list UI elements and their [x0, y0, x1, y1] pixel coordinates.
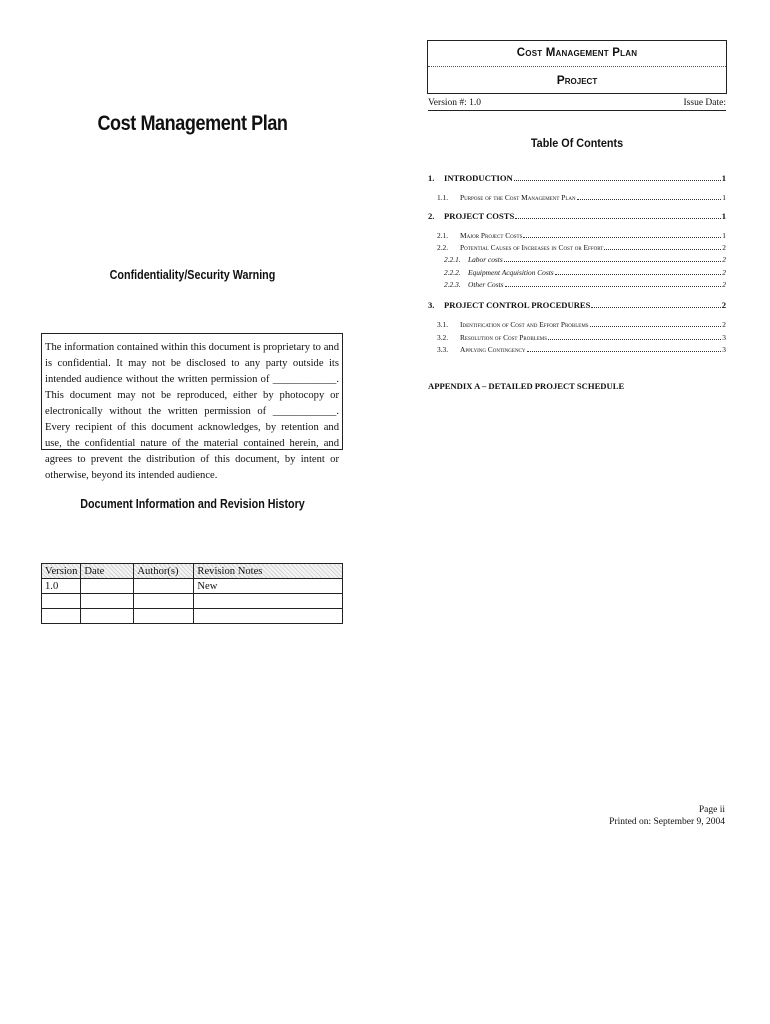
toc-entry[interactable] — [428, 320, 726, 329]
toc-entry[interactable] — [428, 193, 726, 202]
header-divider — [428, 66, 726, 67]
toc-page: 2 — [722, 280, 726, 289]
toc-entry[interactable] — [428, 345, 726, 354]
toc-text: PROJECT COSTS — [444, 211, 515, 221]
header-rule — [428, 110, 726, 111]
toc-leader — [604, 249, 721, 250]
toc-page: 3 — [722, 345, 726, 354]
toc-page: 2 — [722, 320, 726, 329]
table-row — [42, 579, 343, 594]
toc-text: Labor costs — [468, 255, 503, 264]
toc-page: 2 — [722, 255, 726, 264]
revision-history-heading: Document Information and Revision History — [80, 497, 305, 511]
toc-leader — [591, 307, 720, 308]
toc-page: 2 — [721, 300, 726, 310]
toc-number: 2.2.3. — [444, 280, 461, 289]
toc-appendix[interactable]: APPENDIX A – DETAILED PROJECT SCHEDULE — [428, 381, 625, 391]
column-header: Revision Notes — [194, 564, 343, 579]
table-cell — [81, 594, 134, 609]
toc-entry[interactable] — [428, 211, 726, 221]
toc-page: 1 — [721, 173, 726, 183]
toc-entry[interactable] — [428, 280, 726, 289]
table-cell — [81, 609, 134, 624]
column-header: Author(s) — [134, 564, 194, 579]
issue-date-label: Issue Date: — [683, 98, 726, 108]
toc-page: 1 — [722, 193, 726, 202]
toc-leader — [548, 339, 721, 340]
toc-number: 1. — [428, 173, 435, 183]
toc-page: 1 — [722, 231, 726, 240]
table-header-row — [42, 564, 343, 579]
toc-leader — [590, 326, 722, 327]
table-row — [42, 594, 343, 609]
column-header: Version — [42, 564, 81, 579]
toc-entry[interactable] — [428, 300, 726, 310]
toc-entry[interactable] — [428, 333, 726, 342]
toc-number: 3. — [428, 300, 435, 310]
toc-page: 2 — [722, 268, 726, 277]
toc-entry[interactable] — [428, 255, 726, 264]
toc-leader — [527, 351, 722, 352]
toc-entry[interactable] — [428, 231, 726, 240]
toc-number: 3.1. — [437, 320, 449, 329]
table-cell — [81, 579, 134, 594]
toc-leader — [514, 180, 721, 181]
toc-text: Equipment Acquisition Costs — [468, 268, 554, 277]
toc-leader — [504, 261, 722, 262]
toc-text: Applying Contingency — [460, 345, 526, 354]
revision-history-table — [41, 563, 343, 624]
toc-text: Major Project Costs — [460, 231, 523, 240]
toc-entry[interactable] — [428, 173, 726, 183]
table-row — [42, 609, 343, 624]
toc-number: 2.2.2. — [444, 268, 461, 277]
toc-number: 3.3. — [437, 345, 449, 354]
toc-text: Resolution of Cost Problems — [460, 333, 548, 342]
table-cell — [134, 594, 194, 609]
confidentiality-heading: Confidentiality/Security Warning — [109, 268, 276, 282]
table-cell — [194, 609, 343, 624]
toc-leader — [523, 237, 721, 238]
toc-leader — [555, 274, 722, 275]
toc-page: 3 — [722, 333, 726, 342]
column-header: Date — [81, 564, 134, 579]
version-label: Version #: 1.0 — [428, 98, 482, 108]
toc-text: Identification of Cost and Effort Problems — [460, 320, 589, 329]
table-cell — [134, 579, 194, 594]
table-cell — [42, 609, 81, 624]
document-title: Cost Management Plan — [97, 112, 288, 135]
table-cell: 1.0 — [42, 579, 81, 594]
toc-text: PROJECT CONTROL PROCEDURES — [444, 300, 591, 310]
table-cell — [194, 594, 343, 609]
toc-text: Purpose of the Cost Management Plan — [460, 193, 576, 202]
toc-leader — [515, 218, 720, 219]
printed-date: Printed on: September 9, 2004 — [609, 817, 725, 827]
toc-entry[interactable] — [428, 268, 726, 277]
toc-text: Other Costs — [468, 280, 504, 289]
toc-text: Potential Causes of Increases in Cost or Effort — [460, 243, 604, 252]
toc-number: 3.2. — [437, 333, 449, 342]
toc-number: 2.1. — [437, 231, 449, 240]
toc-text: INTRODUCTION — [444, 173, 513, 183]
header-project: Project — [556, 73, 598, 87]
toc-leader — [505, 286, 722, 287]
toc-title: Table Of Contents — [530, 136, 624, 150]
toc-number: 1.1. — [437, 193, 449, 202]
confidentiality-notice: The information contained within this document is proprietary to and is confidential. It may not be disclosed to any party outside its intended audience without the written permission of ____________. This document may not be reproduced, either by photocopy or electronically without the written permission of ____________. Every recipient of this document acknowledges, by retention and use, the confidential nature of the material contained herein, and agrees to prevent the distribution of this document, by intent or otherwise, beyond its intended audience. — [41, 333, 343, 450]
toc-page: 2 — [722, 243, 726, 252]
toc-number: 2. — [428, 211, 435, 221]
table-cell — [42, 594, 81, 609]
toc-number: 2.2. — [437, 243, 449, 252]
toc-number: 2.2.1. — [444, 255, 461, 264]
table-cell: New — [194, 579, 343, 594]
toc-leader — [577, 199, 722, 200]
header-title: Cost Management Plan — [516, 47, 638, 59]
toc-page: 1 — [721, 211, 726, 221]
page-number: Page ii — [698, 805, 725, 815]
toc-entry[interactable] — [428, 243, 726, 252]
table-cell — [134, 609, 194, 624]
